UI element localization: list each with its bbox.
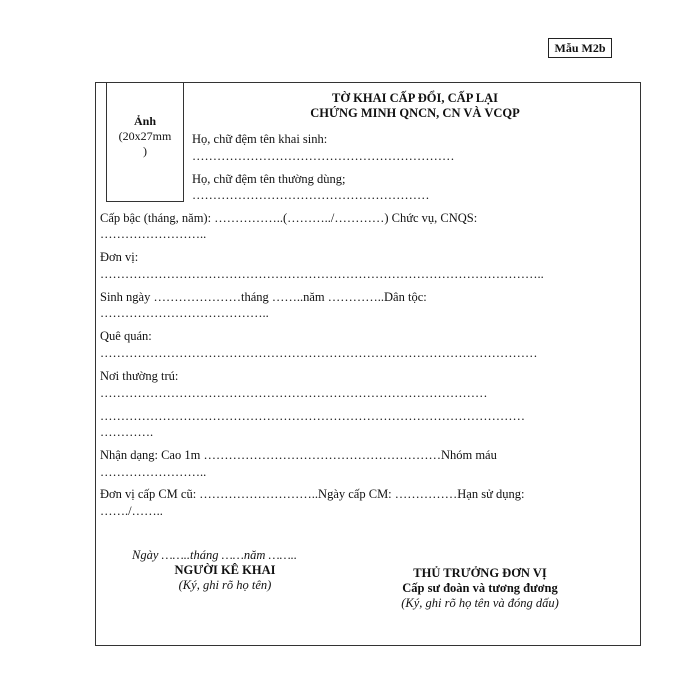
rank-field[interactable]: …………………….. — [100, 227, 207, 241]
form-code-box — [548, 38, 612, 58]
unit-field[interactable]: …………………………………………………………………………………………….. — [100, 267, 544, 281]
photo-label: Ảnh — [133, 114, 156, 128]
commander-sign-note: (Ký, ghi rõ họ tên và đóng dấu) — [401, 596, 559, 610]
hometown-field[interactable]: …………………………………………………………………………………………… — [100, 346, 538, 360]
hometown-label: Quê quán: — [100, 329, 152, 343]
birth-line[interactable]: Sinh ngày …………………tháng ……..năm …………..Dân tộc: — [100, 290, 427, 304]
residence-field-3[interactable]: …………. — [100, 425, 154, 439]
photo-box — [106, 82, 184, 202]
declarant-signature-block — [120, 548, 330, 593]
residence-label: Nơi thường trú: — [100, 369, 179, 383]
commander-level: Cấp sư đoàn và tương đương — [402, 581, 558, 595]
issuer-line[interactable]: Đơn vị cấp CM cũ: ………………………..Ngày cấp CM: ……………Hạn sử dụng: — [100, 487, 525, 501]
declaration-date[interactable]: Ngày ……..tháng ……năm …….. — [132, 548, 297, 562]
common-name-label: Họ, chữ đệm tên thường dùng; — [192, 172, 346, 186]
commander-signature-block — [370, 566, 590, 611]
form-title-line1: TỜ KHAI CẤP ĐỔI, CẤP LẠI — [332, 91, 498, 105]
birth-name-label: Họ, chữ đệm tên khai sinh: — [192, 132, 328, 146]
unit-label: Đơn vị: — [100, 250, 139, 264]
residence-field-2[interactable]: ………………………………………………………………………………………… — [100, 409, 525, 423]
declarant-title: NGƯỜI KÊ KHAI — [174, 563, 276, 577]
residence-field-1[interactable]: ………………………………………………………………………………… — [100, 386, 488, 400]
ethnicity-field[interactable]: ………………………………….. — [100, 306, 269, 320]
common-name-field[interactable]: ………………………………………………… — [192, 188, 430, 202]
blood-type-field[interactable]: …………………….. — [100, 465, 207, 479]
photo-size: (20x27mm — [118, 129, 172, 143]
form-code-label: Mẫu M2b — [554, 40, 606, 55]
birth-name-field[interactable]: ……………………………………………………… — [192, 149, 455, 163]
expiry-field[interactable]: ……./…….. — [100, 504, 163, 518]
features-line[interactable]: Nhận dạng: Cao 1m …………………………………………………Nhóm máu — [100, 448, 497, 462]
photo-size-end: ) — [143, 144, 147, 158]
commander-title: THỦ TRƯỞNG ĐƠN VỊ — [413, 566, 547, 580]
declarant-sign-note: (Ký, ghi rõ họ tên) — [178, 578, 272, 592]
form-title-line2: CHỨNG MINH QNCN, CN VÀ VCQP — [310, 106, 520, 120]
rank-line[interactable]: Cấp bậc (tháng, năm): ……………..(………../…………) Chức vụ, CNQS: — [100, 211, 478, 225]
